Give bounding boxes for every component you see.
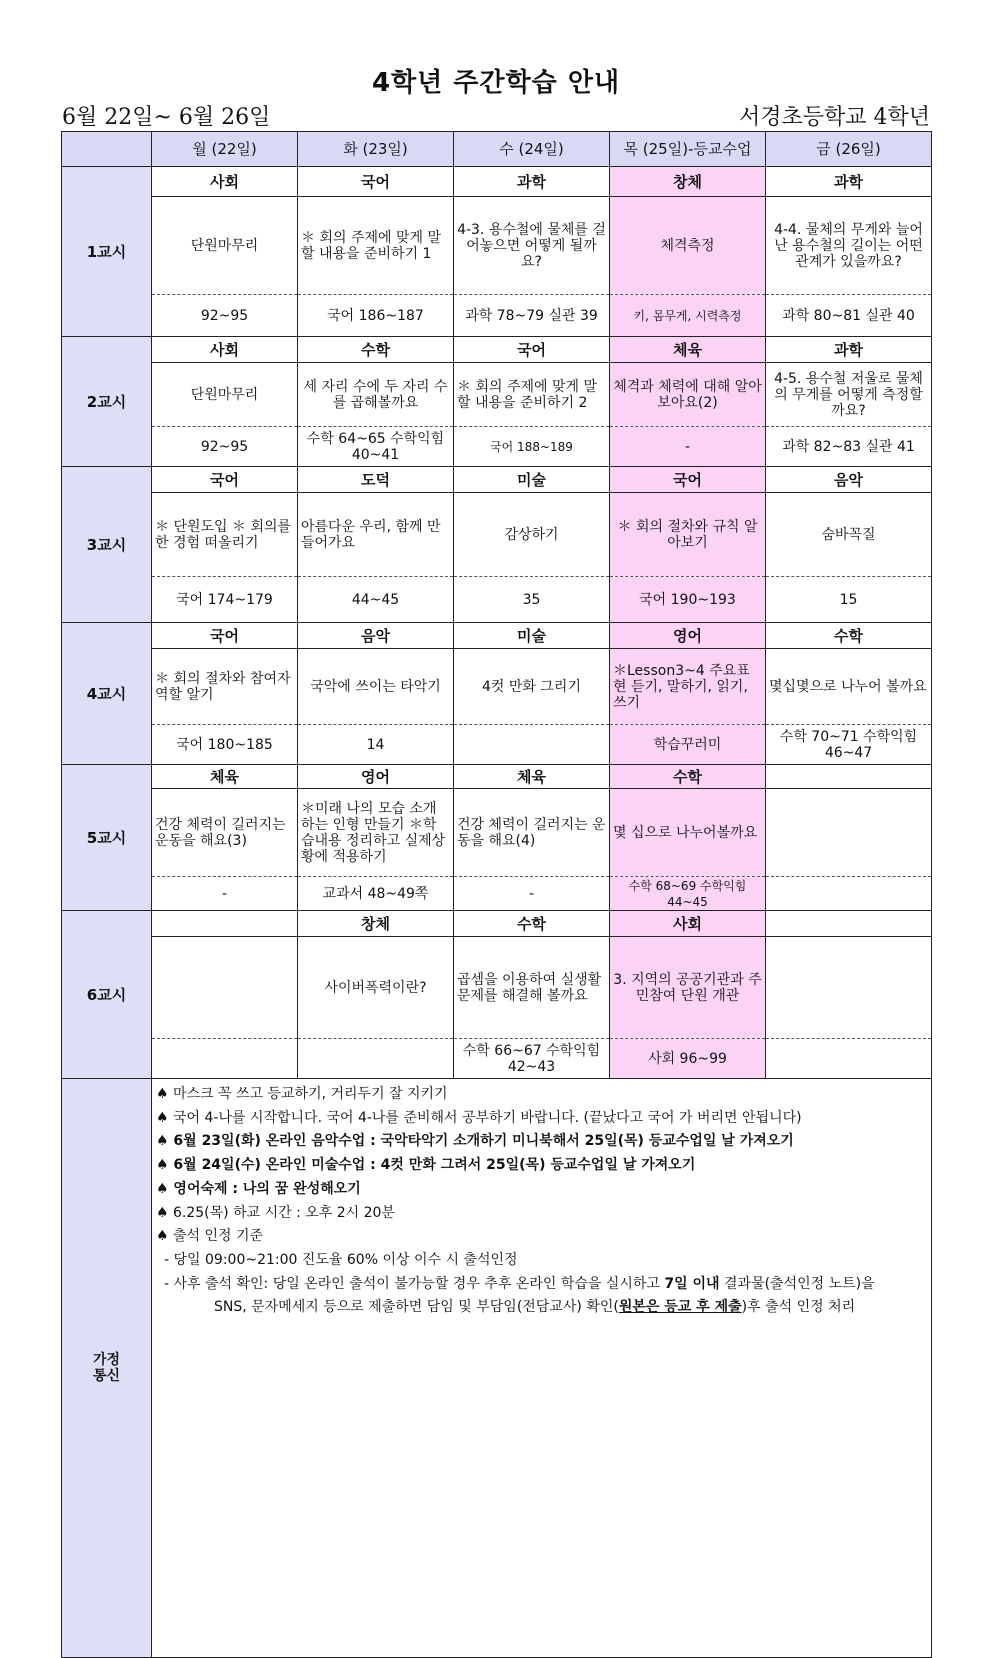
notice-line: ♠ 출석 인정 기준 xyxy=(156,1228,264,1245)
notice-line: ♠ 6.25(목) 하교 시간 : 오후 2시 20분 xyxy=(156,1204,395,1221)
page-cell: 학습꾸러미 xyxy=(610,725,766,765)
page-cell: 국어 186~187 xyxy=(298,295,454,337)
subject-cell: 음악 xyxy=(298,623,454,649)
page-cell: 92~95 xyxy=(152,295,298,337)
notice-line: ♠ 영어숙제 : 나의 꿈 완성해오기 xyxy=(156,1180,361,1197)
page-cell: 국어 188~189 xyxy=(454,427,610,467)
day-header-row xyxy=(62,132,932,167)
period-5-content-row xyxy=(62,789,932,877)
content-cell: 건강 체력이 길러지는 운동을 해요(4) xyxy=(454,789,610,877)
notice-row xyxy=(62,1079,932,1658)
notice-line: ♠ 국어 4-나를 시작합니다. 국어 4-나를 준비해서 공부하기 바랍니다. (끝났다고 국어 가 버리면 안됩니다) xyxy=(156,1109,802,1126)
notice-label-line2: 통신 xyxy=(92,1368,121,1384)
subject-cell: 영어 xyxy=(610,623,766,649)
page-cell: 35 xyxy=(454,577,610,623)
content-cell: 체격측정 xyxy=(610,197,766,295)
subject-cell: 영어 xyxy=(298,765,454,789)
notice-line: ♠ 6월 24일(수) 온라인 미술수업 : 4컷 만화 그려서 25일(목) 등교수업일 날 가져오기 xyxy=(156,1157,696,1174)
day-header: 수 (24일) xyxy=(454,132,610,167)
subject-cell: 사회 xyxy=(610,911,766,937)
page-cell: 국어 174~179 xyxy=(152,577,298,623)
period-4-content-row xyxy=(62,649,932,725)
page-cell: 92~95 xyxy=(152,427,298,467)
subject-cell: 사회 xyxy=(152,337,298,363)
page-cell: 15 xyxy=(766,577,932,623)
notice-underlined: 원본은 등교 후 제출 xyxy=(618,1299,742,1316)
page-cell: 사회 96~99 xyxy=(610,1039,766,1079)
page-cell: 14 xyxy=(298,725,454,765)
page-cell: 과학 82~83 실관 41 xyxy=(766,427,932,467)
notice-text: )후 출석 인정 처리 xyxy=(741,1299,856,1316)
date-range: 6월 22일~ 6월 26일 xyxy=(62,105,271,130)
period-1-pages-row xyxy=(62,295,932,337)
page-cell xyxy=(454,725,610,765)
content-cell: 몇십몇으로 나누어 볼까요 xyxy=(766,649,932,725)
content-cell: 체격과 체력에 대해 알아보아요(2) xyxy=(610,363,766,427)
content-cell: ＊ 회의 절차와 규칙 알아보기 xyxy=(610,493,766,577)
page-cell: 국어 190~193 xyxy=(610,577,766,623)
page-cell: 과학 80~81 실관 40 xyxy=(766,295,932,337)
page-cell: 교과서 48~49쪽 xyxy=(298,877,454,911)
content-cell xyxy=(152,937,298,1039)
subject-cell: 수학 xyxy=(610,765,766,789)
content-cell: ＊ 단원도입 ＊ 회의를 한 경험 떠올리기 xyxy=(152,493,298,577)
corner-cell xyxy=(62,132,152,167)
content-cell: 국악에 쓰이는 타악기 xyxy=(298,649,454,725)
notice-line-attendance-2 xyxy=(156,1296,927,1320)
subject-cell: 국어 xyxy=(152,467,298,493)
period-4-pages-row xyxy=(62,725,932,765)
content-cell: 건강 체력이 길러지는 운동을 해요(3) xyxy=(152,789,298,877)
page-cell: 수학 70~71 수학익힘 46~47 xyxy=(766,725,932,765)
period-label: 2교시 xyxy=(62,337,152,467)
subject-cell: 음악 xyxy=(766,467,932,493)
subject-cell: 수학 xyxy=(766,623,932,649)
content-cell xyxy=(766,789,932,877)
notice-line: ♠ 6월 23일(화) 온라인 음악수업 : 국악타악기 소개하기 미니북해서 25일(목) 등교수업일 날 가져오기 xyxy=(156,1133,794,1150)
subject-cell: 수학 xyxy=(298,337,454,363)
subject-cell: 국어 xyxy=(298,167,454,197)
period-1-subject-row xyxy=(62,167,932,197)
subject-cell: 과학 xyxy=(454,167,610,197)
content-cell: 세 자리 수에 두 자리 수를 곱해볼까요 xyxy=(298,363,454,427)
page-cell xyxy=(766,877,932,911)
notice-text: SNS, 문자메세지 등으로 제출하면 담임 및 부담임(전담교사) 확인( xyxy=(214,1299,619,1316)
subject-cell: 체육 xyxy=(454,765,610,789)
subject-cell: 국어 xyxy=(152,623,298,649)
page-cell: - xyxy=(454,877,610,911)
page-cell: 44~45 xyxy=(298,577,454,623)
period-label: 1교시 xyxy=(62,167,152,337)
subject-cell: 도덕 xyxy=(298,467,454,493)
subject-cell: 수학 xyxy=(454,911,610,937)
day-header: 월 (22일) xyxy=(152,132,298,167)
period-label: 4교시 xyxy=(62,623,152,765)
content-cell: 3. 지역의 공공기관과 주민참여 단원 개관 xyxy=(610,937,766,1039)
subject-cell: 체육 xyxy=(152,765,298,789)
content-cell: 몇 십으로 나누어볼까요 xyxy=(610,789,766,877)
page-cell xyxy=(298,1039,454,1079)
notice-label-line1: 가정 xyxy=(92,1352,121,1368)
notice-highlight: 7일 이내 xyxy=(664,1275,720,1292)
content-cell: 단원마무리 xyxy=(152,197,298,295)
subject-cell: 과학 xyxy=(766,337,932,363)
notice-line-attendance xyxy=(156,1273,927,1297)
period-6-content-row xyxy=(62,937,932,1039)
subject-cell: 미술 xyxy=(454,623,610,649)
page-cell: 수학 68~69 수학익힘 44~45 xyxy=(610,877,766,911)
page-cell xyxy=(766,1039,932,1079)
period-1-content-row xyxy=(62,197,932,295)
content-cell: 단원마무리 xyxy=(152,363,298,427)
school-name: 서경초등학교 4학년 xyxy=(738,105,930,130)
period-5-pages-row xyxy=(62,877,932,911)
content-cell: ＊ 회의 절차와 참여자 역할 알기 xyxy=(152,649,298,725)
period-5-subject-row xyxy=(62,765,932,789)
period-4-subject-row xyxy=(62,623,932,649)
period-label: 6교시 xyxy=(62,911,152,1079)
subject-cell: 창체 xyxy=(610,167,766,197)
period-label: 5교시 xyxy=(62,765,152,911)
day-header: 목 (25일)-등교수업 xyxy=(610,132,766,167)
page-cell: - xyxy=(152,877,298,911)
page-cell: 키, 몸무게, 시력측정 xyxy=(610,295,766,337)
content-cell: 4-5. 용수철 저울로 물체의 무게를 어떻게 측정할까요? xyxy=(766,363,932,427)
content-cell: 아름다운 우리, 함께 만들어가요 xyxy=(298,493,454,577)
notice-text: 결과물(출석인정 노트)을 xyxy=(719,1275,875,1292)
content-cell: 곱셈을 이용하여 실생활 문제를 해결해 볼까요 xyxy=(454,937,610,1039)
notice-label xyxy=(62,1079,152,1658)
subject-cell: 국어 xyxy=(610,467,766,493)
content-cell: ＊미래 나의 모습 소개하는 인형 만들기 ＊학습내용 정리하고 실제상황에 적용하기 xyxy=(298,789,454,877)
subject-cell: 미술 xyxy=(454,467,610,493)
content-cell: 숨바꼭질 xyxy=(766,493,932,577)
period-6-subject-row xyxy=(62,911,932,937)
day-header: 화 (23일) xyxy=(298,132,454,167)
page-title: 4학년 주간학습 안내 xyxy=(371,68,621,98)
subject-cell xyxy=(766,911,932,937)
subject-cell: 사회 xyxy=(152,167,298,197)
page-cell: 과학 78~79 실관 39 xyxy=(454,295,610,337)
page-cell: 국어 180~185 xyxy=(152,725,298,765)
content-cell: 사이버폭력이란? xyxy=(298,937,454,1039)
schedule-table xyxy=(61,131,932,1658)
subject-cell: 체육 xyxy=(610,337,766,363)
period-2-subject-row xyxy=(62,337,932,363)
notice-line: ♠ 마스크 꼭 쓰고 등교하기, 거리두기 잘 지키기 xyxy=(156,1086,448,1102)
period-label: 3교시 xyxy=(62,467,152,623)
subject-cell xyxy=(766,765,932,789)
notice-line: - 당일 09:00~21:00 진도율 60% 이상 이수 시 출석인정 xyxy=(164,1251,518,1268)
notice-content xyxy=(152,1079,932,1658)
subject-cell xyxy=(152,911,298,937)
period-2-pages-row xyxy=(62,427,932,467)
period-6-pages-row xyxy=(62,1039,932,1079)
page-cell xyxy=(152,1039,298,1079)
subject-cell: 국어 xyxy=(454,337,610,363)
subject-cell: 과학 xyxy=(766,167,932,197)
page-cell: 수학 66~67 수학익힘 42~43 xyxy=(454,1039,610,1079)
header-line xyxy=(62,100,930,130)
day-header: 금 (26일) xyxy=(766,132,932,167)
content-cell: 4컷 만화 그리기 xyxy=(454,649,610,725)
period-3-subject-row xyxy=(62,467,932,493)
page-cell: - xyxy=(610,427,766,467)
content-cell: 4-4. 물체의 무게와 늘어난 용수철의 길이는 어떤 관계가 있을까요? xyxy=(766,197,932,295)
content-cell: 4-3. 용수철에 물체를 걸어놓으면 어떻게 될까요? xyxy=(454,197,610,295)
page-cell: 수학 64~65 수학익힘 40~41 xyxy=(298,427,454,467)
notice-text: - 사후 출석 확인: 당일 온라인 출석이 불가능할 경우 추후 온라인 학습을 실시하고 xyxy=(164,1275,665,1292)
period-3-pages-row xyxy=(62,577,932,623)
content-cell xyxy=(766,937,932,1039)
subject-cell: 창체 xyxy=(298,911,454,937)
period-2-content-row xyxy=(62,363,932,427)
content-cell: ＊ 회의 주제에 맞게 말할 내용을 준비하기 1 xyxy=(298,197,454,295)
period-3-content-row xyxy=(62,493,932,577)
content-cell: ＊Lesson3~4 주요표현 듣기, 말하기, 읽기, 쓰기 xyxy=(610,649,766,725)
content-cell: ＊ 회의 주제에 맞게 말할 내용을 준비하기 2 xyxy=(454,363,610,427)
content-cell: 감상하기 xyxy=(454,493,610,577)
